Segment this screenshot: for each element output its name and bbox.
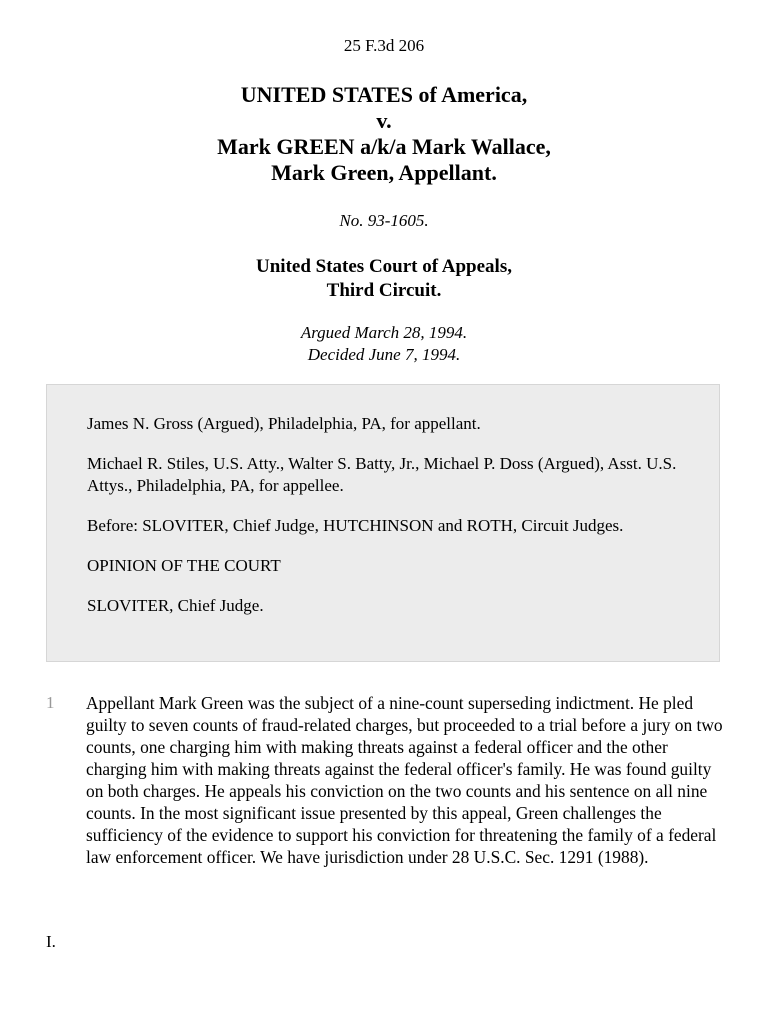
case-caption bbox=[0, 82, 768, 186]
counsel-box bbox=[46, 384, 720, 662]
appellee-counsel: Michael R. Stiles, U.S. Atty., Walter S. Batty, Jr., Michael P. Doss (Argued), Asst. U.S. Attys., Philadelphia, PA, for appellee. bbox=[87, 454, 677, 495]
argued-date: Argued March 28, 1994. bbox=[300, 323, 468, 342]
case-dates bbox=[0, 322, 768, 366]
appellant-counsel: James N. Gross (Argued), Philadelphia, PA, for appellant. bbox=[87, 414, 481, 433]
caption-versus: v. bbox=[376, 108, 392, 133]
panel-judges: Before: SLOVITER, Chief Judge, HUTCHINSON and ROTH, Circuit Judges. bbox=[87, 516, 624, 535]
court-name bbox=[0, 255, 768, 303]
paragraph-text: Appellant Mark Green was the subject of a nine-count superseding indictment. He pled guilty to seven counts of fraud-related charges, but proceeded to a trial before a jury on two counts, one charging him with making threats against a federal officer and the other charging him with making threats against the federal officer's family. He was found guilty on both charges. He appeals his conviction on the two counts and his sentence on all nine counts. In the most significant issue presented by this appeal, Green challenges the sufficiency of the evidence to support his conviction for threatening the family of a federal law enforcement officer. We have jurisdiction under 28 U.S.C. Sec. 1291 (1988). bbox=[86, 693, 723, 867]
opinion-label: OPINION OF THE COURT bbox=[87, 556, 281, 575]
paragraph-1 bbox=[46, 692, 726, 868]
decided-date: Decided June 7, 1994. bbox=[307, 345, 461, 364]
court-name-line2: Third Circuit. bbox=[326, 280, 442, 301]
docket-number: No. 93-1605. bbox=[339, 211, 429, 230]
opinion-author: SLOVITER, Chief Judge. bbox=[87, 596, 264, 615]
paragraph-number[interactable]: 1 bbox=[46, 693, 55, 712]
court-name-line1: United States Court of Appeals, bbox=[256, 256, 512, 277]
case-citation: 25 F.3d 206 bbox=[343, 36, 425, 55]
caption-defendant: Mark GREEN a/k/a Mark Wallace, bbox=[217, 134, 551, 159]
caption-plaintiff: UNITED STATES of America, bbox=[240, 82, 528, 107]
caption-defendant-cont: Mark Green, Appellant. bbox=[271, 160, 497, 185]
section-heading: I. bbox=[46, 932, 56, 951]
